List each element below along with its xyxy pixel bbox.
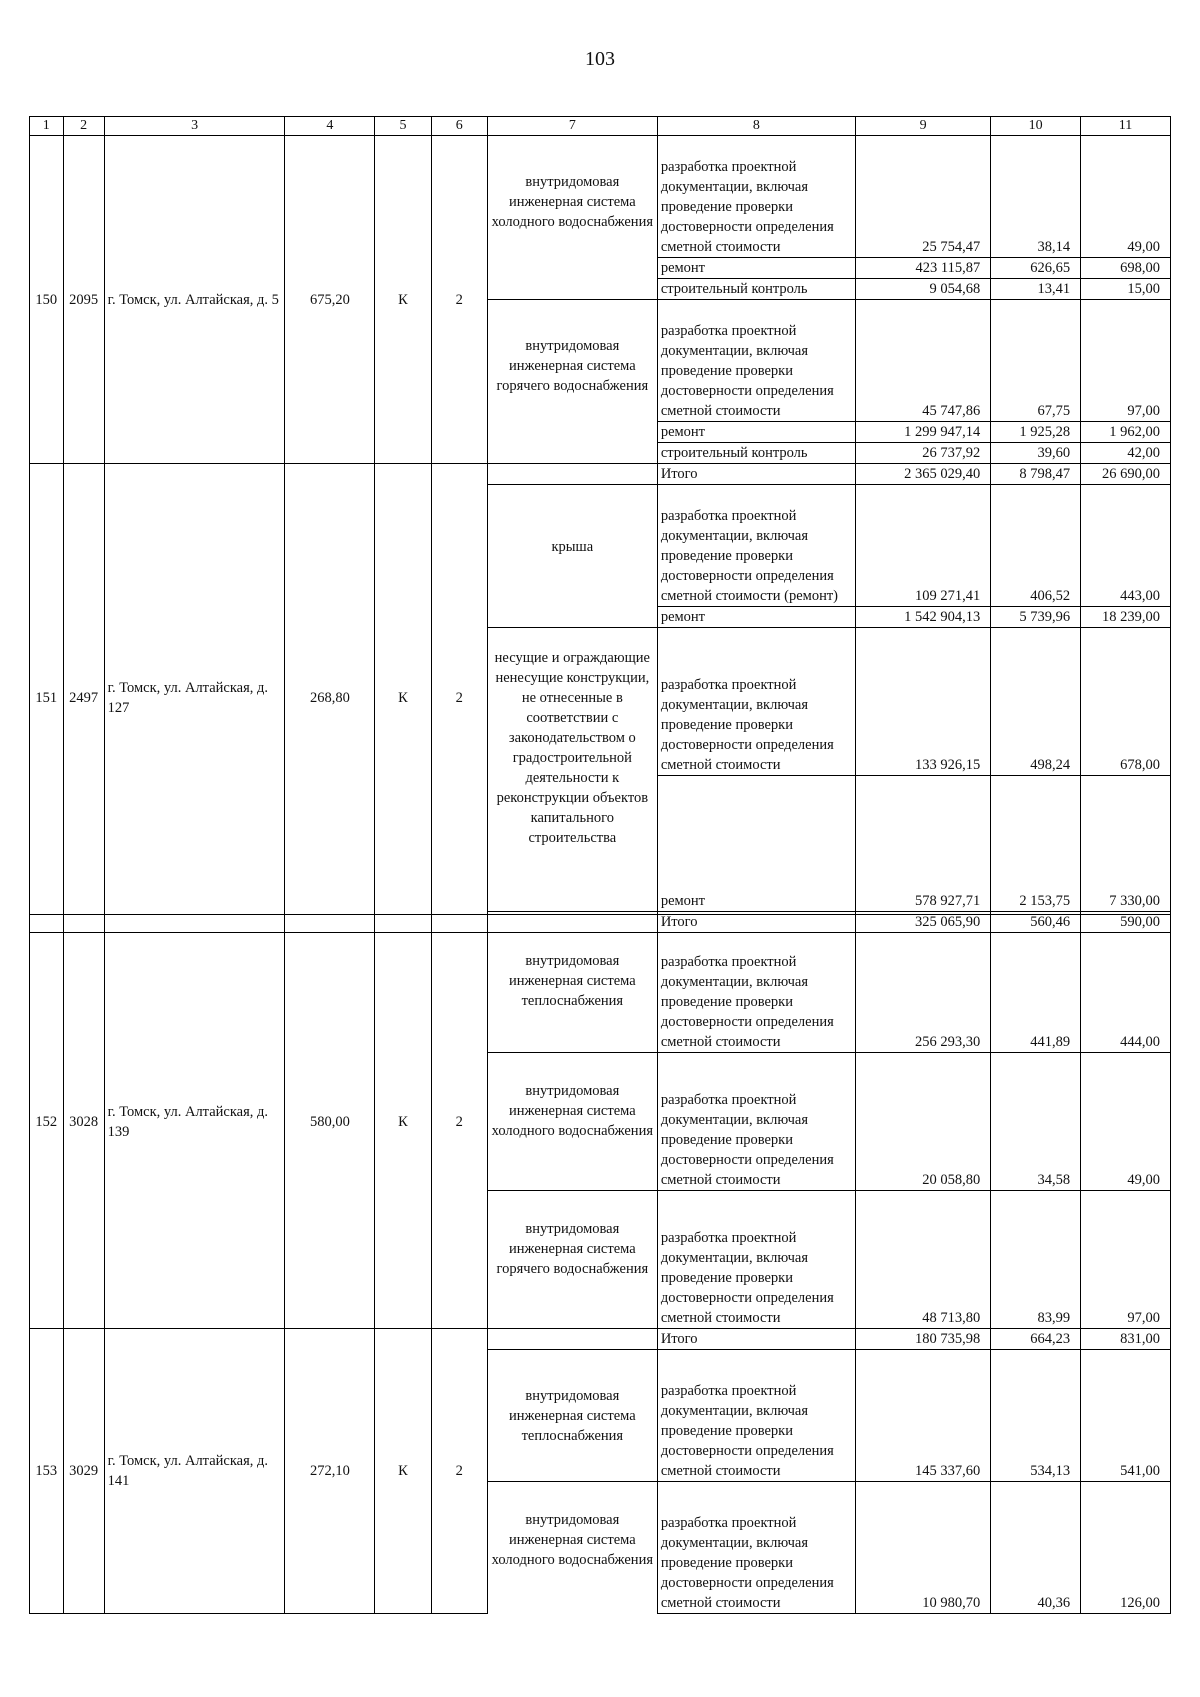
work-type: ремонт [657, 258, 855, 279]
area: 580,00 [285, 915, 375, 1329]
total-label: Итого [657, 464, 855, 485]
total-row [30, 1329, 1171, 1350]
cost-cell: 498,24 [991, 628, 1081, 776]
cost-cell: 18 239,00 [1081, 607, 1171, 628]
header-row [30, 117, 1171, 136]
house-id: 2497 [63, 464, 104, 933]
cost-cell: 678,00 [1081, 628, 1171, 776]
type: К [375, 915, 431, 1329]
cost-cell: 626,65 [991, 258, 1081, 279]
cost-cell: 126,00 [1081, 1482, 1171, 1614]
cost-cell: 39,60 [991, 443, 1081, 464]
cost-cell: 444,00 [1081, 915, 1171, 1053]
system-name: внутридомовая инженерная система теплоснабжения [487, 915, 657, 1053]
cost-cell: 578 927,71 [855, 776, 990, 912]
total-cell: 831,00 [1081, 1329, 1171, 1350]
cost-cell: 26 737,92 [855, 443, 990, 464]
work-type: разработка проектной документации, включая проведение проверки достоверности определения сметной стоимости [657, 628, 855, 776]
row-number: 150 [30, 136, 64, 464]
header-cell: 10 [991, 117, 1081, 136]
header-cell: 5 [375, 117, 431, 136]
area: 268,80 [285, 464, 375, 933]
row-number: 152 [30, 915, 64, 1329]
cost-cell: 1 299 947,14 [855, 422, 990, 443]
total-label: Итого [657, 912, 855, 933]
header-cell: 2 [63, 117, 104, 136]
system-name: внутридомовая инженерная система холодного водоснабжения [487, 1053, 657, 1191]
address: г. Томск, ул. Алтайская, д. 141 [104, 1329, 285, 1614]
cost-cell: 256 293,30 [855, 915, 990, 1053]
cost-cell: 67,75 [991, 300, 1081, 422]
type: К [375, 1329, 431, 1614]
empty-cell [487, 1329, 657, 1350]
cost-cell: 97,00 [1081, 1191, 1171, 1329]
work-type: ремонт [657, 776, 855, 912]
cost-cell: 83,99 [991, 1191, 1081, 1329]
system-name: несущие и ограждающие ненесущие конструкции, не отнесенные в соответствии с законодательством о градостроительной деятельности к реконструкции объектов капитального строительства [487, 628, 657, 912]
address: г. Томск, ул. Алтайская, д. 127 [104, 464, 285, 933]
works-table [29, 116, 1171, 933]
system-name: внутридомовая инженерная система холодного водоснабжения [487, 136, 657, 300]
header-cell: 6 [431, 117, 487, 136]
col6-value: 2 [431, 136, 487, 464]
work-type: разработка проектной документации, включая проведение проверки достоверности определения сметной стоимости [657, 300, 855, 422]
cost-cell: 38,14 [991, 136, 1081, 258]
work-type: разработка проектной документации, включая проведение проверки достоверности определения сметной стоимости [657, 1350, 855, 1482]
row-number: 153 [30, 1329, 64, 1614]
header-cell: 7 [487, 117, 657, 136]
cost-cell: 541,00 [1081, 1350, 1171, 1482]
house-id: 3029 [63, 1329, 104, 1614]
cost-cell: 97,00 [1081, 300, 1171, 422]
cost-cell: 9 054,68 [855, 279, 990, 300]
total-cell: 590,00 [1081, 912, 1171, 933]
cost-cell: 45 747,86 [855, 300, 990, 422]
total-cell: 664,23 [991, 1329, 1081, 1350]
total-row [30, 464, 1171, 485]
cost-cell: 534,13 [991, 1350, 1081, 1482]
area: 272,10 [285, 1329, 375, 1614]
cost-cell: 10 980,70 [855, 1482, 990, 1614]
total-cell: 180 735,98 [855, 1329, 990, 1350]
work-type: разработка проектной документации, включая проведение проверки достоверности определения сметной стоимости [657, 915, 855, 1053]
area: 675,20 [285, 136, 375, 464]
table-row [30, 136, 1171, 258]
work-type: ремонт [657, 607, 855, 628]
page-number: 103 [585, 48, 615, 70]
header-cell: 8 [657, 117, 855, 136]
system-name: внутридомовая инженерная система горячего водоснабжения [487, 300, 657, 464]
total-cell: 560,46 [991, 912, 1081, 933]
total-cell: 2 365 029,40 [855, 464, 990, 485]
system-name: внутридомовая инженерная система холодного водоснабжения [487, 1482, 657, 1614]
house-id: 3028 [63, 915, 104, 1329]
col6-value: 2 [431, 464, 487, 933]
total-cell: 8 798,47 [991, 464, 1081, 485]
header-cell: 3 [104, 117, 285, 136]
work-type: разработка проектной документации, включая проведение проверки достоверности определения сметной стоимости [657, 1053, 855, 1191]
cost-cell: 145 337,60 [855, 1350, 990, 1482]
table-row [30, 915, 1171, 1053]
cost-cell: 423 115,87 [855, 258, 990, 279]
type: К [375, 136, 431, 464]
total-cell: 26 690,00 [1081, 464, 1171, 485]
col6-value: 2 [431, 915, 487, 1329]
cost-cell: 441,89 [991, 915, 1081, 1053]
cost-cell: 15,00 [1081, 279, 1171, 300]
cost-cell: 1 925,28 [991, 422, 1081, 443]
cost-cell: 698,00 [1081, 258, 1171, 279]
total-cell: 325 065,90 [855, 912, 990, 933]
system-name: внутридомовая инженерная система горячего водоснабжения [487, 1191, 657, 1329]
header-cell: 9 [855, 117, 990, 136]
row-number: 151 [30, 464, 64, 933]
cost-cell: 443,00 [1081, 485, 1171, 607]
works-table-continued [29, 914, 1171, 1614]
cost-cell: 49,00 [1081, 1053, 1171, 1191]
work-type: ремонт [657, 422, 855, 443]
work-type: строительный контроль [657, 279, 855, 300]
cost-cell: 48 713,80 [855, 1191, 990, 1329]
cost-cell: 13,41 [991, 279, 1081, 300]
cost-cell: 2 153,75 [991, 776, 1081, 912]
address: г. Томск, ул. Алтайская, д. 5 [104, 136, 285, 464]
cost-cell: 406,52 [991, 485, 1081, 607]
cost-cell: 7 330,00 [1081, 776, 1171, 912]
cost-cell: 40,36 [991, 1482, 1081, 1614]
total-label: Итого [657, 1329, 855, 1350]
work-type: разработка проектной документации, включая проведение проверки достоверности определения сметной стоимости [657, 1482, 855, 1614]
header-cell: 11 [1081, 117, 1171, 136]
empty-cell [487, 464, 657, 485]
work-type: строительный контроль [657, 443, 855, 464]
work-type: разработка проектной документации, включая проведение проверки достоверности определения сметной стоимости [657, 1191, 855, 1329]
work-type: разработка проектной документации, включая проведение проверки достоверности определения сметной стоимости (ремонт) [657, 485, 855, 607]
cost-cell: 34,58 [991, 1053, 1081, 1191]
header-cell: 4 [285, 117, 375, 136]
col6-value: 2 [431, 1329, 487, 1614]
cost-cell: 5 739,96 [991, 607, 1081, 628]
cost-cell: 1 962,00 [1081, 422, 1171, 443]
cost-cell: 49,00 [1081, 136, 1171, 258]
cost-cell: 133 926,15 [855, 628, 990, 776]
system-name: внутридомовая инженерная система теплоснабжения [487, 1350, 657, 1482]
cost-cell: 109 271,41 [855, 485, 990, 607]
type: К [375, 464, 431, 933]
cost-cell: 25 754,47 [855, 136, 990, 258]
cost-cell: 20 058,80 [855, 1053, 990, 1191]
address: г. Томск, ул. Алтайская, д. 139 [104, 915, 285, 1329]
work-type: разработка проектной документации, включая проведение проверки достоверности определения сметной стоимости [657, 136, 855, 258]
cost-cell: 42,00 [1081, 443, 1171, 464]
cost-cell: 1 542 904,13 [855, 607, 990, 628]
system-name: крыша [487, 485, 657, 628]
header-cell: 1 [30, 117, 64, 136]
house-id: 2095 [63, 136, 104, 464]
